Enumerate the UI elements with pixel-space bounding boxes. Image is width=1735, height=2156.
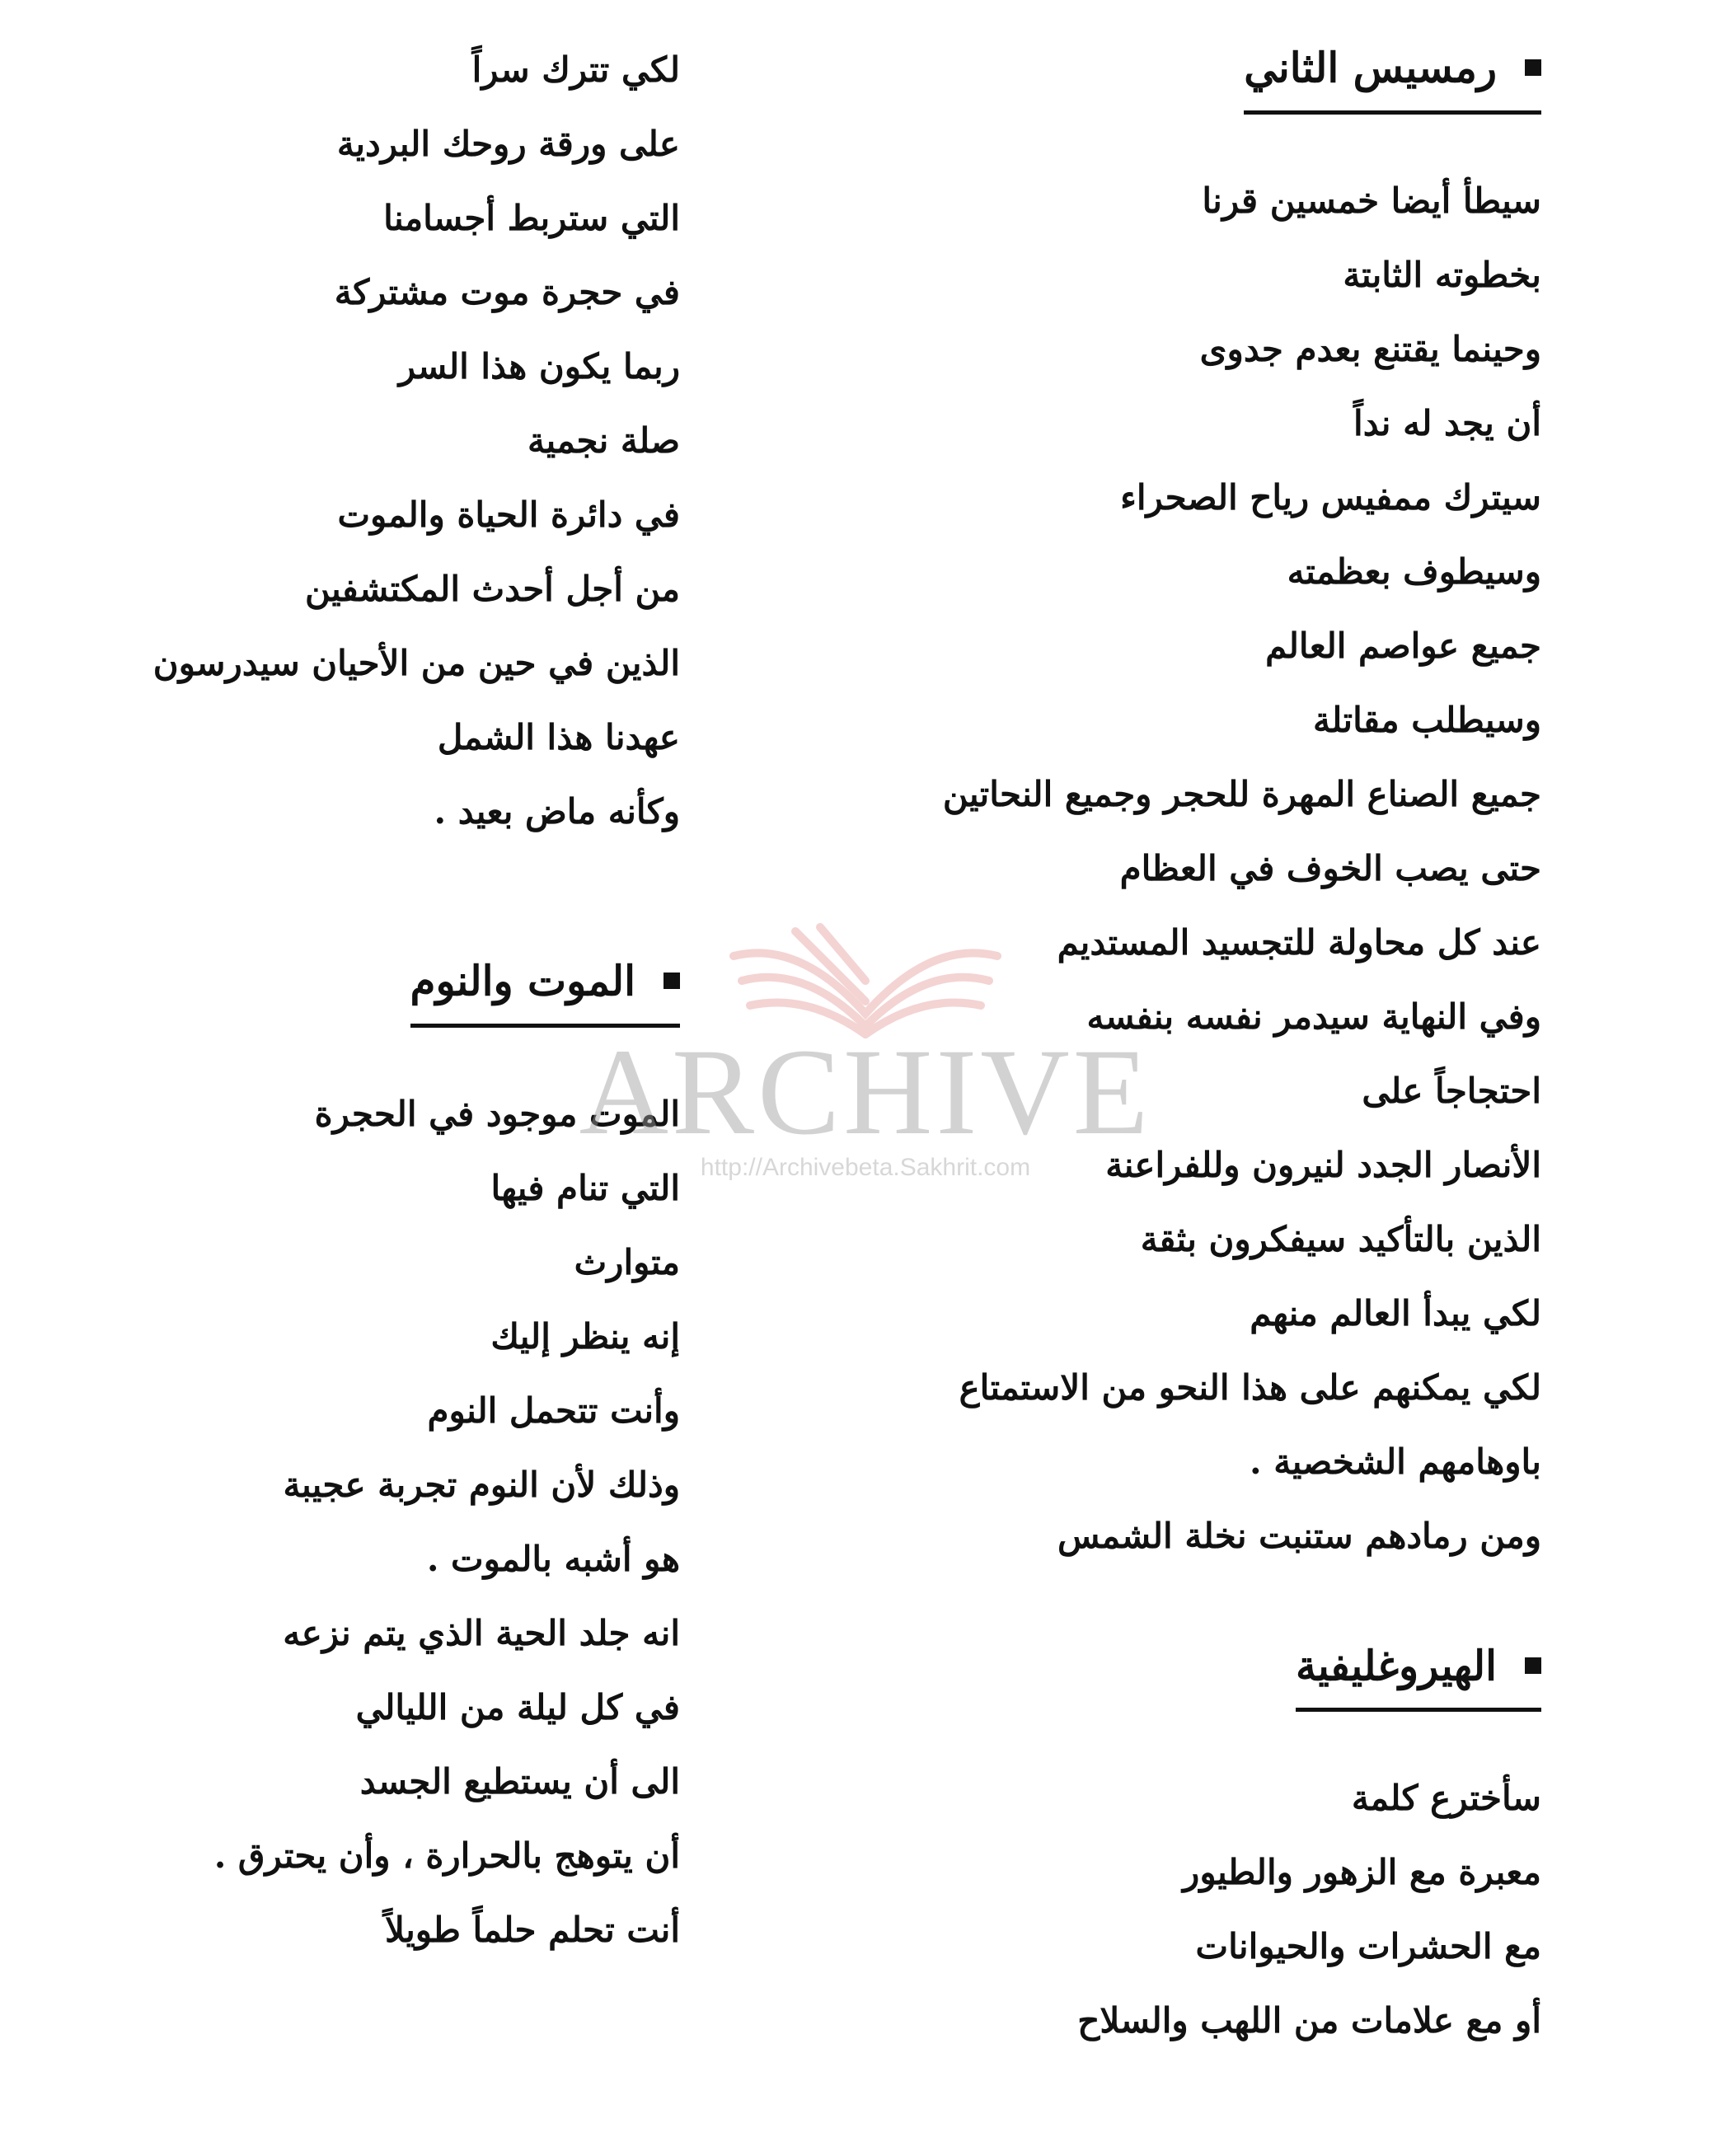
verse-line: على ورقة روحك البردية — [336, 124, 680, 164]
poem-title-ramses — [1244, 33, 1541, 115]
verse-line: وكأنه ماض بعيد . — [434, 791, 680, 832]
verse-line: باوهامهم الشخصية . — [1249, 1441, 1541, 1482]
verse-line: معبرة مع الزهور والطيور — [1183, 1852, 1541, 1892]
verse-line: في دائرة الحياة والموت — [337, 494, 680, 535]
left-column — [103, 33, 680, 1967]
verse-line: انه جلد الحية الذي يتم نزعه — [283, 1612, 680, 1653]
verse-line: جميع الصناع المهرة للحجر وجميع النحاتين — [942, 773, 1541, 814]
verse-line: عند كل محاولة للتجسيد المستديم — [1057, 921, 1541, 963]
verse-line: الموت موجود في الحجرة — [314, 1093, 680, 1134]
verse-list-hieroglyphics — [800, 1761, 1541, 2058]
watermark-url: http://Archivebeta.Sakhrit.com — [700, 1154, 1031, 1181]
verse-list-continuation — [103, 33, 680, 849]
poem-title-text: الموت والنوم — [410, 956, 635, 1005]
verse-line: في كل ليلة من الليالي — [355, 1686, 680, 1727]
poem-death-and-sleep — [103, 946, 680, 1967]
verse-line: الذين في حين من الأحيان سيدرسون — [152, 643, 680, 683]
verse-line: أنت تحلم حلماً طويلاً — [385, 1909, 680, 1950]
verse-line: ومن رمادهم ستنبت نخلة الشمس — [1057, 1515, 1541, 1556]
verse-line: ربما يكون هذا السر — [398, 346, 680, 387]
verse-line: وحينما يقتنع بعدم جدوى — [1199, 328, 1541, 369]
verse-line: سيترك ممفيس رياح الصحراء — [1120, 476, 1541, 518]
verse-line: وذلك لأن النوم تجربة عجيبة — [283, 1464, 680, 1505]
poem-title-death-sleep — [410, 946, 681, 1028]
verse-line: أو مع علامات من اللهب والسلاح — [1077, 2000, 1541, 2041]
verse-line: صلة نجمية — [528, 420, 680, 461]
verse-line: حتى يصب الخوف في العظام — [1119, 847, 1541, 888]
verse-line: بخطوته الثابتة — [1343, 254, 1541, 295]
poem-title-hieroglyphics — [1296, 1631, 1541, 1713]
verse-line: وسيطوف بعظمته — [1287, 551, 1541, 592]
verse-line: وسيطلب مقاتلة — [1312, 699, 1541, 740]
verse-line: سأخترع كلمة — [1351, 1778, 1541, 1818]
verse-line: الى أن يستطيع الجسد — [359, 1760, 680, 1802]
verse-line: لكي تترك سراً — [471, 49, 680, 90]
title-bullet-square-icon — [1525, 1657, 1541, 1674]
poem-title-text: رمسيس الثاني — [1244, 43, 1497, 92]
watermark-word: ARCHIVE — [579, 1024, 1152, 1160]
verse-line: لكي يبدأ العالم منهم — [1250, 1292, 1541, 1333]
title-bullet-square-icon — [664, 973, 680, 989]
verse-line: أن يتوهج بالحرارة ، وأن يحترق . — [213, 1835, 680, 1876]
verse-line: متوارث — [574, 1241, 680, 1282]
poem-ramses-ii — [800, 33, 1541, 1573]
title-bullet-square-icon — [1525, 59, 1541, 76]
verse-line: لكي يمكنهم على هذا النحو من الاستمتاع — [959, 1366, 1541, 1408]
verse-line: وفي النهاية سيدمر نفسه بنفسه — [1086, 996, 1541, 1037]
verse-line: التي ستربط أجسامنا — [383, 198, 680, 238]
verse-line: مع الحشرات والحيوانات — [1195, 1926, 1541, 1966]
verse-line: من أجل أحدث المكتشفين — [305, 569, 680, 609]
poem-hieroglyphics — [800, 1631, 1541, 2059]
verse-line: إنه ينظر إليك — [490, 1315, 680, 1357]
verse-line: أن يجد له نداً — [1353, 402, 1541, 443]
verse-line: احتجاجاً على — [1362, 1070, 1541, 1111]
verse-line: وأنت تتحمل النوم — [427, 1390, 680, 1431]
verse-line: في حجرة موت مشتركة — [334, 272, 680, 312]
verse-list-death-sleep — [103, 1077, 680, 1967]
poem-title-text: الهيروغليفية — [1296, 1641, 1497, 1690]
poem-hieroglyphics-continuation — [103, 33, 680, 849]
verse-line: جميع عواصم العالم — [1265, 625, 1541, 666]
verse-list-ramses — [800, 164, 1541, 1573]
verse-line: سيطأ أيضا خمسين قرنا — [1202, 180, 1541, 221]
verse-line: الأنصار الجدد لنيرون وللفراعنة — [1105, 1144, 1541, 1185]
right-column — [800, 33, 1541, 2058]
verse-line: الذين بالتأكيد سيفكرون بثقة — [1140, 1218, 1541, 1259]
verse-line: عهدنا هذا الشمل — [437, 717, 680, 757]
verse-line: هو أشبه بالموت . — [426, 1538, 680, 1579]
verse-line: التي تنام فيها — [490, 1167, 680, 1208]
